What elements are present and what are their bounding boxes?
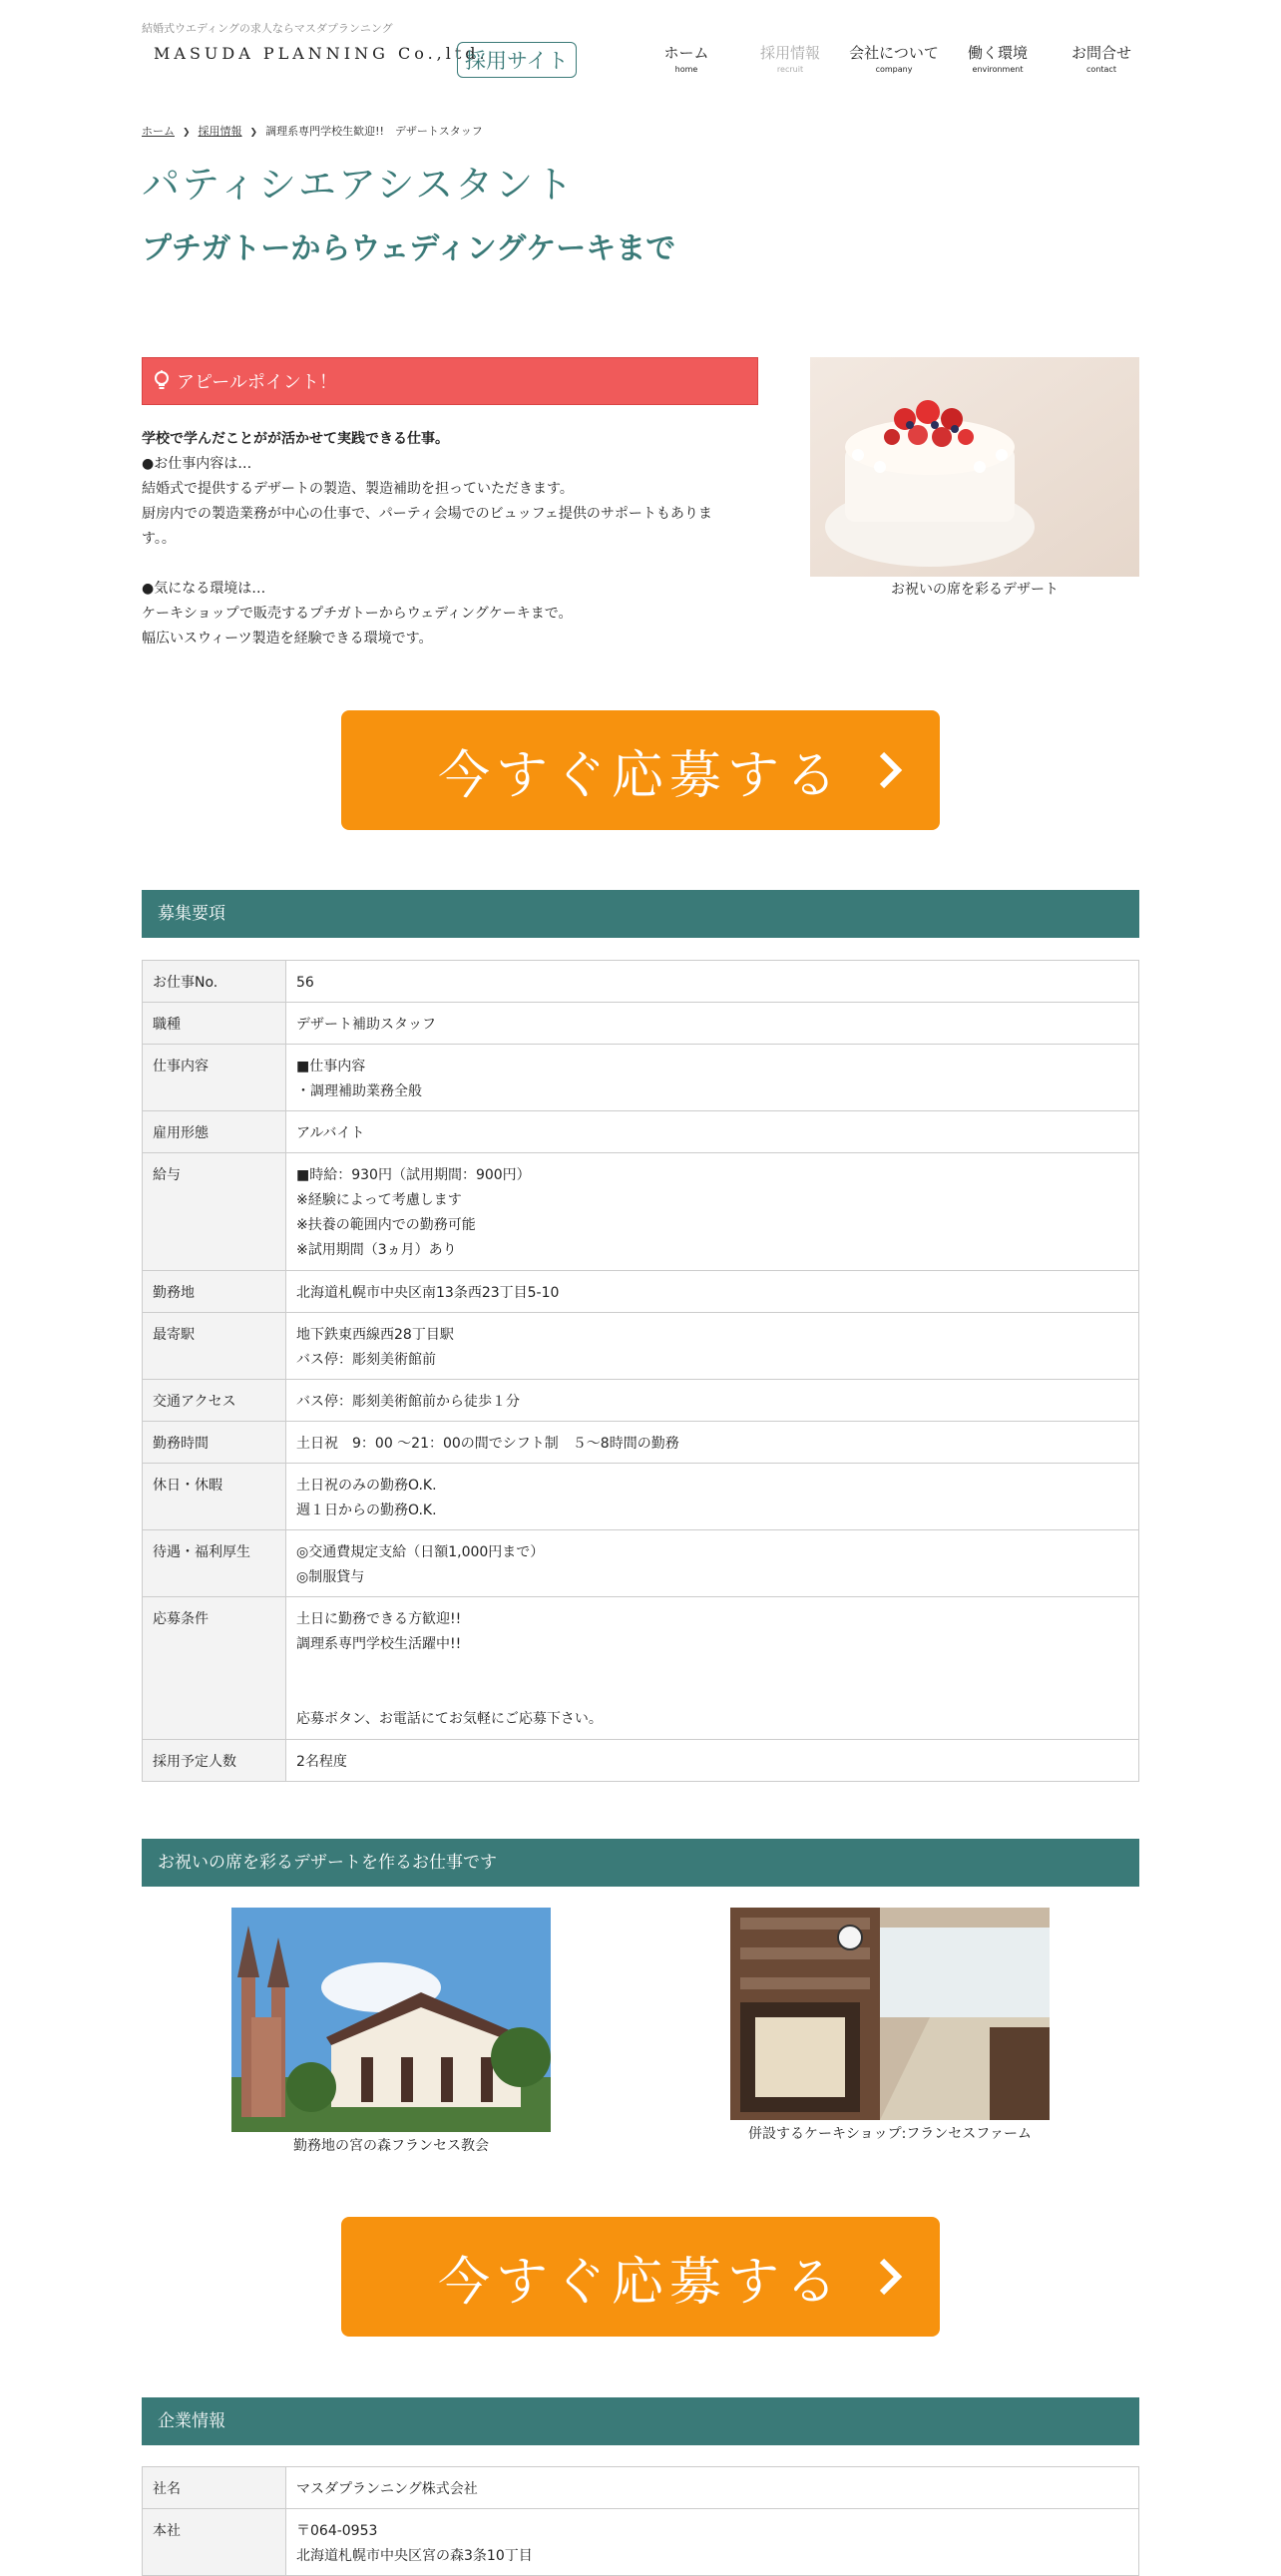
work-section-header: お祝いの席を彩るデザートを作るお仕事です bbox=[142, 1839, 1139, 1887]
appeal-line bbox=[142, 552, 760, 577]
company-info-header: 企業情報 bbox=[142, 2397, 1139, 2445]
table-row bbox=[143, 1003, 1139, 1045]
company-info-table bbox=[142, 2466, 1139, 2576]
appeal-point-title: アピールポイント！ bbox=[177, 372, 337, 393]
row-value: 2名程度 bbox=[286, 1740, 1139, 1782]
row-value: バス停：彫刻美術館前から徒歩１分 bbox=[286, 1380, 1139, 1422]
appeal-line: ●お仕事内容は… bbox=[142, 456, 252, 472]
recruit-requirements-header: 募集要項 bbox=[142, 890, 1139, 938]
table-row bbox=[143, 1464, 1139, 1530]
table-row bbox=[143, 1380, 1139, 1422]
chevron-right-icon: ❯ bbox=[249, 128, 258, 138]
appeal-line: 厨房内での製造業務が中心の仕事で、パーティ会場でのビュッフェ提供のサポートもありま bbox=[142, 506, 712, 522]
row-label: 本社 bbox=[143, 2509, 286, 2576]
page-title: パティシエアシスタント bbox=[142, 163, 576, 207]
row-value: 地下鉄東西線西28丁目駅 バス停：彫刻美術館前 bbox=[286, 1313, 1139, 1380]
appeal-line: ケーキショップで販売するプチガトーからウェディングケーキまで。 bbox=[142, 606, 573, 622]
table-row bbox=[143, 1530, 1139, 1597]
site-tagline: 結婚式ウエディングの求人ならマスダプランニング bbox=[142, 22, 393, 35]
nav-label: 採用情報 bbox=[759, 44, 820, 62]
church-photo-caption: 勤務地の宮の森フランセス教会 bbox=[293, 2138, 489, 2154]
row-value: ■仕事内容 ・調理補助業務全般 bbox=[286, 1045, 1139, 1111]
table-row bbox=[143, 1111, 1139, 1153]
row-label: 応募条件 bbox=[143, 1597, 286, 1740]
table-row bbox=[143, 2467, 1139, 2509]
page-subtitle: プチガトーからウェディングケーキまで bbox=[142, 231, 676, 266]
appeal-line: 結婚式で提供するデザートの製造、製造補助を担っていただきます。 bbox=[142, 481, 574, 497]
apply-now-button[interactable] bbox=[341, 710, 940, 830]
table-row bbox=[143, 2509, 1139, 2576]
nav-sublabel: company bbox=[875, 65, 913, 74]
cake-photo-caption: お祝いの席を彩るデザート bbox=[891, 582, 1059, 598]
nav-label: ホーム bbox=[663, 44, 709, 62]
row-label: 最寄駅 bbox=[143, 1313, 286, 1380]
row-value: 土日に勤務できる方歓迎!! 調理系専門学校生活躍中!! 応募ボタン、お電話にてお気軽にご応募下さい。 bbox=[286, 1597, 1139, 1740]
row-label: 勤務地 bbox=[143, 1271, 286, 1313]
row-value: ◎交通費規定支給（日額1,000円まで） ◎制服貸与 bbox=[286, 1530, 1139, 1597]
appeal-line: す。。 bbox=[142, 531, 176, 547]
chevron-right-icon: ❯ bbox=[183, 128, 191, 138]
row-label: 給与 bbox=[143, 1153, 286, 1271]
table-row bbox=[143, 1422, 1139, 1464]
row-label: 職種 bbox=[143, 1003, 286, 1045]
row-label: 交通アクセス bbox=[143, 1380, 286, 1422]
chevron-right-icon bbox=[868, 748, 912, 792]
row-value: 56 bbox=[286, 961, 1139, 1003]
appeal-lead: 学校で学んだことがが活かせて実践できる仕事。 bbox=[142, 431, 449, 447]
breadcrumb-recruit-link[interactable]: 採用情報 bbox=[198, 125, 242, 138]
table-row bbox=[143, 1597, 1139, 1740]
breadcrumb-current: 調理系専門学校生歓迎!! デザートスタッフ bbox=[265, 125, 483, 138]
apply-now-button[interactable] bbox=[341, 2217, 940, 2337]
recruit-site-badge[interactable]: 採用サイト bbox=[457, 42, 577, 78]
nav-label: お問合せ bbox=[1070, 44, 1131, 62]
row-label: 休日・休暇 bbox=[143, 1464, 286, 1530]
appeal-line: ●気になる環境は… bbox=[142, 581, 266, 597]
nav-home[interactable] bbox=[635, 46, 738, 74]
appeal-line: 幅広いスウィーツ製造を経験できる環境です。 bbox=[142, 631, 433, 646]
apply-now-label: 今すぐ応募する bbox=[437, 745, 843, 806]
table-row bbox=[143, 1740, 1139, 1782]
table-row bbox=[143, 1313, 1139, 1380]
church-photo bbox=[231, 1908, 551, 2132]
chevron-right-icon bbox=[868, 2255, 912, 2299]
table-row bbox=[143, 1153, 1139, 1271]
cake-shop-photo bbox=[730, 1908, 1050, 2120]
row-value: アルバイト bbox=[286, 1111, 1139, 1153]
row-value: マスダプランニング株式会社 bbox=[286, 2467, 1139, 2509]
row-value: 土日祝 9：00 ～21：00の間でシフト制 ５～8時間の勤務 bbox=[286, 1422, 1139, 1464]
apply-now-label: 今すぐ応募する bbox=[437, 2252, 843, 2313]
company-logo[interactable]: MASUDA PLANNING Co.,ltd. bbox=[154, 44, 489, 63]
cake-shop-photo-caption: 併設するケーキショップ:フランセスファーム bbox=[747, 2126, 1032, 2142]
appeal-point-header bbox=[142, 357, 758, 405]
nav-sublabel: environment bbox=[972, 65, 1024, 74]
nav-environment[interactable] bbox=[946, 46, 1050, 74]
row-label: 待遇・福利厚生 bbox=[143, 1530, 286, 1597]
breadcrumb bbox=[142, 123, 483, 139]
row-value: 北海道札幌市中央区南13条西23丁目5-10 bbox=[286, 1271, 1139, 1313]
nav-recruit[interactable] bbox=[738, 46, 842, 74]
row-label: 雇用形態 bbox=[143, 1111, 286, 1153]
nav-label: 会社について bbox=[849, 44, 939, 62]
row-value: ■時給：930円（試用期間：900円） ※経験によって考慮します ※扶養の範囲内での勤務可能 ※試用期間（3ヵ月）あり bbox=[286, 1153, 1139, 1271]
cake-photo bbox=[810, 357, 1139, 577]
appeal-description bbox=[142, 427, 760, 651]
nav-sublabel: recruit bbox=[776, 65, 804, 74]
row-label: 仕事内容 bbox=[143, 1045, 286, 1111]
nav-label: 働く環境 bbox=[967, 44, 1028, 62]
table-row bbox=[143, 1045, 1139, 1111]
recruit-requirements-table bbox=[142, 960, 1139, 1782]
row-label: 勤務時間 bbox=[143, 1422, 286, 1464]
row-value: 〒064-0953 北海道札幌市中央区宮の森3条10丁目 bbox=[286, 2509, 1139, 2576]
lightbulb-icon bbox=[153, 370, 171, 392]
row-label: 採用予定人数 bbox=[143, 1740, 286, 1782]
row-value: 土日祝のみの勤務O.K. 週１日からの勤務O.K. bbox=[286, 1464, 1139, 1530]
nav-sublabel: contact bbox=[1086, 65, 1116, 74]
nav-contact[interactable] bbox=[1050, 46, 1153, 74]
row-label: お仕事No. bbox=[143, 961, 286, 1003]
nav-sublabel: home bbox=[674, 65, 698, 74]
row-label: 社名 bbox=[143, 2467, 286, 2509]
global-nav bbox=[635, 46, 1153, 74]
table-row bbox=[143, 1271, 1139, 1313]
table-row bbox=[143, 961, 1139, 1003]
breadcrumb-home-link[interactable]: ホーム bbox=[142, 125, 175, 138]
nav-company[interactable] bbox=[842, 46, 946, 74]
row-value: デザート補助スタッフ bbox=[286, 1003, 1139, 1045]
